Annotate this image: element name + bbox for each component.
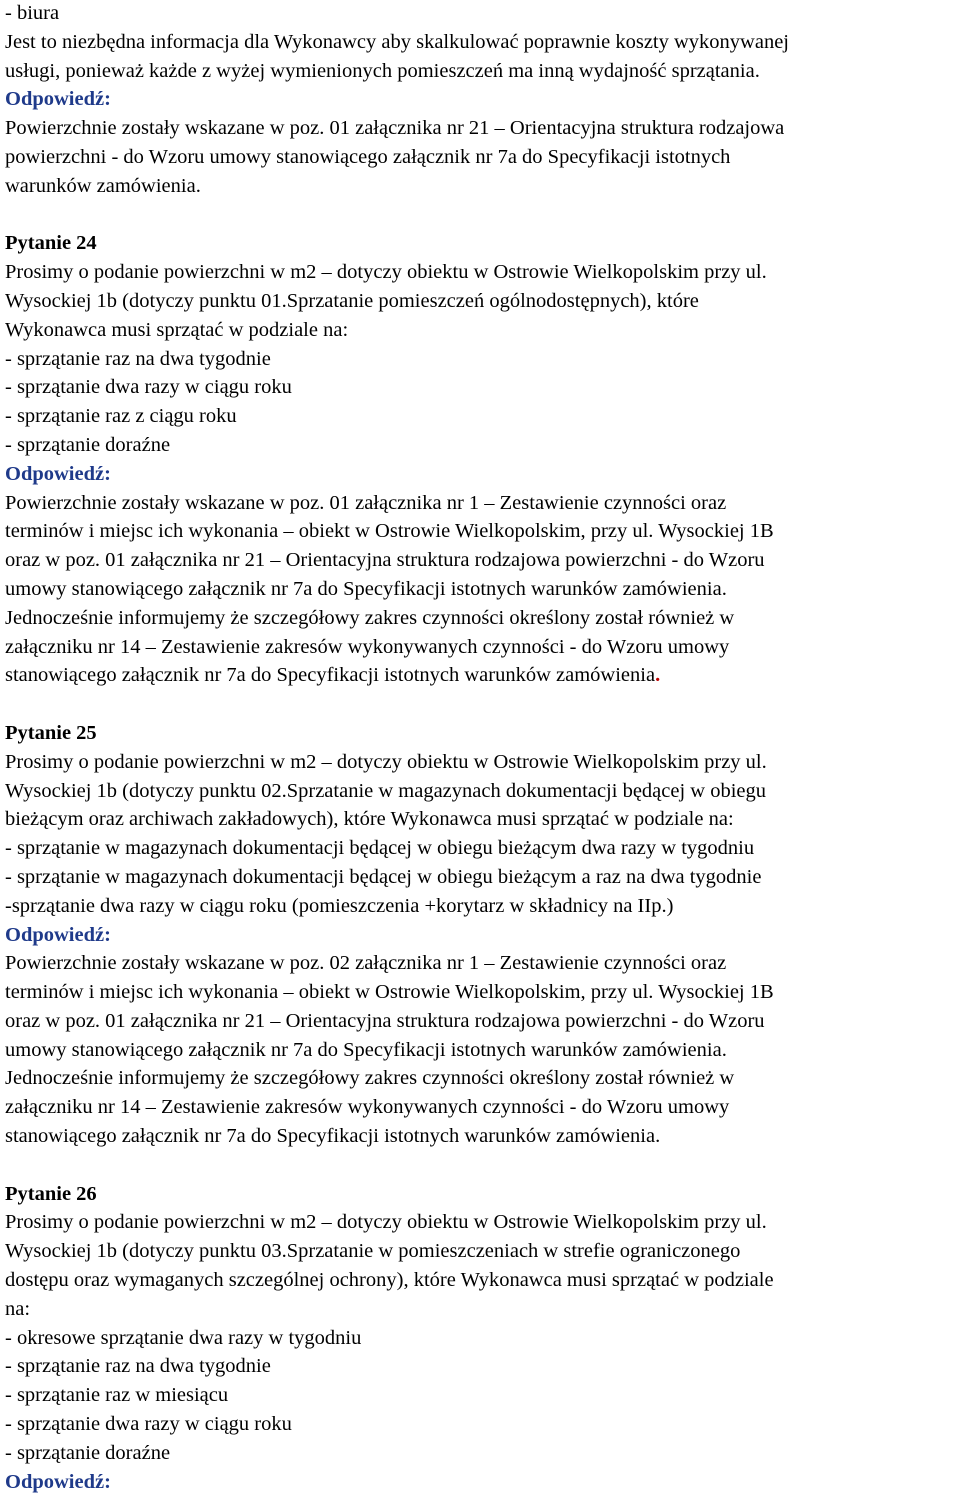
answer-24-line-6: załączniku nr 14 – Zestawienie zakresów wykonywanych czynności - do Wzoru umowy — [5, 635, 730, 658]
answer-25-line-4: umowy stanowiącego załącznik nr 7a do Specyfikacji istotnych warunków zamówienia. — [5, 1038, 727, 1061]
answer-25-line-1: Powierzchnie zostały wskazane w poz. 02 załącznika nr 1 – Zestawienie czynności oraz — [5, 952, 727, 975]
answer-25-line-5: Jednocześnie informujemy że szczegółowy zakres czynności określony został również w — [5, 1067, 735, 1090]
question-24-line-4: - sprzątanie raz na dwa tygodnie — [5, 347, 271, 370]
answer-label: Odpowiedź: — [5, 462, 111, 485]
question-26-line-3: dostępu oraz wymaganych szczególnej ochrony), które Wykonawca musi sprzątać w podziale — [5, 1269, 774, 1292]
spacer — [5, 690, 955, 719]
question-26-line-5: - okresowe sprzątanie dwa razy w tygodniu — [5, 1326, 362, 1349]
question-24-line-6: - sprzątanie raz z ciągu roku — [5, 405, 237, 428]
question-26-line-2: Wysockiej 1b (dotyczy punktu 03.Sprzatanie w pomieszczeniach w strefie ograniczonego — [5, 1240, 741, 1263]
question-25-line-1: Prosimy o podanie powierzchni w m2 – dotyczy obiektu w Ostrowie Wielkopolskim przy ul. — [5, 750, 767, 773]
answer-24-line-2: terminów i miejsc ich wykonania – obiekt w Ostrowie Wielkopolskim, przy ul. Wysockiej 1B — [5, 520, 774, 543]
spacer — [5, 201, 955, 230]
question-24-title: Pytanie 24 — [5, 232, 97, 255]
question-25-line-6: -sprzątanie dwa razy w ciągu roku (pomieszczenia +korytarz w składnicy na IIp.) — [5, 894, 674, 917]
intro-answer-line-1: Powierzchnie zostały wskazane w poz. 01 załącznika nr 21 – Orientacyjna struktura rodzajowa — [5, 117, 785, 140]
question-26-line-7: - sprzątanie raz w miesiącu — [5, 1384, 229, 1407]
question-26-line-9: - sprzątanie doraźne — [5, 1441, 171, 1464]
question-24-line-3: Wykonawca musi sprzątać w podziale na: — [5, 318, 349, 341]
question-25-line-3: bieżącym oraz archiwach zakładowych), które Wykonawca musi sprzątać w podziale na: — [5, 808, 734, 831]
intro-line-1: - biura — [5, 2, 60, 24]
question-25-line-5: - sprzątanie w magazynach dokumentacji będącej w obiegu bieżącym a raz na dwa tygodnie — [5, 865, 762, 888]
question-24-line-2: Wysockiej 1b (dotyczy punktu 01.Sprzatanie pomieszczeń ogólnodostępnych), które — [5, 289, 699, 312]
answer-label: Odpowiedź: — [5, 923, 111, 946]
answer-24-line-5: Jednocześnie informujemy że szczegółowy zakres czynności określony został również w — [5, 606, 735, 629]
answer-24-line-3: oraz w poz. 01 załącznika nr 21 – Orientacyjna struktura rodzajowa powierzchni - do Wzoru — [5, 549, 765, 572]
intro-answer-line-2: powierzchni - do Wzoru umowy stanowiącego załącznik nr 7a do Specyfikacji istotnych — [5, 145, 731, 168]
intro-answer-line-3: warunków zamówienia. — [5, 174, 201, 197]
answer-24-line-4: umowy stanowiącego załącznik nr 7a do Specyfikacji istotnych warunków zamówienia. — [5, 577, 727, 600]
answer-label: Odpowiedź: — [5, 1470, 111, 1493]
question-25-line-4: - sprzątanie w magazynach dokumentacji będącej w obiegu bieżącym dwa razy w tygodniu — [5, 837, 755, 860]
answer-25-line-2: terminów i miejsc ich wykonania – obiekt w Ostrowie Wielkopolskim, przy ul. Wysockiej 1B — [5, 981, 774, 1004]
question-26-line-1: Prosimy o podanie powierzchni w m2 – dotyczy obiektu w Ostrowie Wielkopolskim przy ul. — [5, 1211, 767, 1234]
answer-label: Odpowiedź: — [5, 88, 111, 111]
question-25-line-2: Wysockiej 1b (dotyczy punktu 02.Sprzatanie w magazynach dokumentacji będącej w obiegu — [5, 779, 767, 802]
question-26-line-6: - sprzątanie raz na dwa tygodnie — [5, 1355, 271, 1378]
question-26-line-8: - sprzątanie dwa razy w ciągu roku — [5, 1413, 292, 1436]
red-period: . — [655, 664, 661, 687]
question-26-title: Pytanie 26 — [5, 1182, 97, 1205]
question-24-line-7: - sprzątanie doraźne — [5, 433, 171, 456]
intro-line-2: Jest to niezbędna informacja dla Wykonawcy aby skalkulować poprawnie koszty wykonywanej — [5, 30, 789, 53]
question-26-line-4: na: — [5, 1297, 31, 1320]
question-24-line-5: - sprzątanie dwa razy w ciągu roku — [5, 376, 292, 399]
spacer — [5, 1151, 955, 1180]
document-page — [5, 0, 955, 1496]
answer-24-line-1: Powierzchnie zostały wskazane w poz. 01 załącznika nr 1 – Zestawienie czynności oraz — [5, 491, 727, 514]
answer-25-line-7: stanowiącego załącznik nr 7a do Specyfikacji istotnych warunków zamówienia. — [5, 1125, 661, 1148]
answer-25-line-3: oraz w poz. 01 załącznika nr 21 – Orientacyjna struktura rodzajowa powierzchni - do Wzoru — [5, 1009, 765, 1032]
question-24-line-1: Prosimy o podanie powierzchni w m2 – dotyczy obiektu w Ostrowie Wielkopolskim przy ul. — [5, 261, 767, 284]
answer-24-line-7 — [5, 661, 955, 690]
question-25-title: Pytanie 25 — [5, 721, 97, 744]
answer-24-line-7-text: stanowiącego załącznik nr 7a do Specyfikacji istotnych warunków zamówienia — [5, 664, 656, 687]
intro-line-3: usługi, ponieważ każde z wyżej wymienionych pomieszczeń ma inną wydajność sprzątania. — [5, 59, 760, 82]
answer-25-line-6: załączniku nr 14 – Zestawienie zakresów wykonywanych czynności - do Wzoru umowy — [5, 1096, 730, 1119]
